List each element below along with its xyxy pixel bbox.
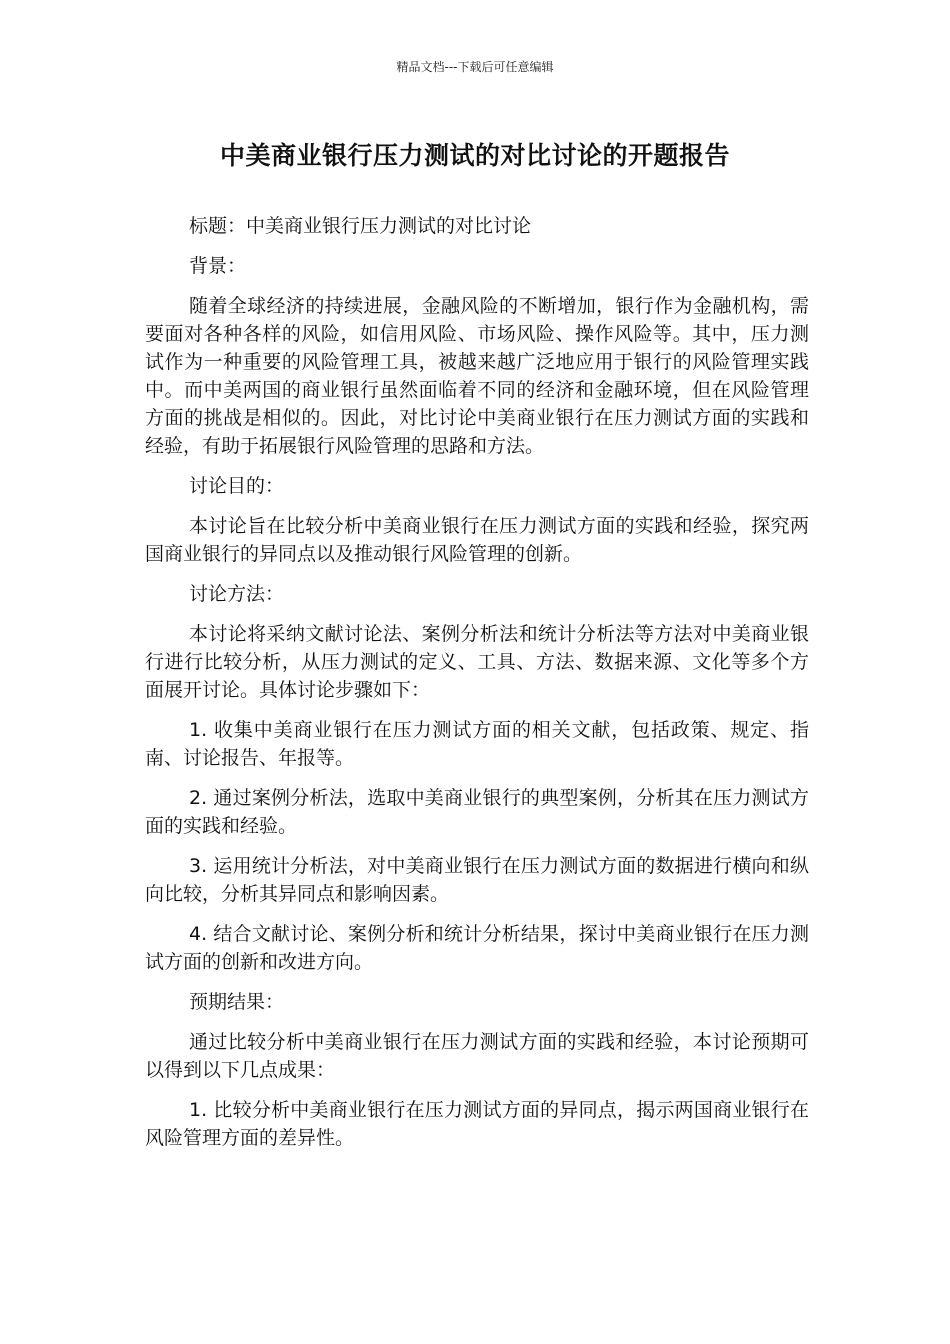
list-item-method-4: 4. 结合文献讨论、案例分析和统计分析结果，探讨中美商业银行在压力测试方面的创新和改进方向。: [145, 923, 809, 973]
heading-method: 讨论方法：: [189, 583, 285, 605]
document-title: 中美商业银行压力测试的对比讨论的开题报告: [219, 141, 730, 170]
list-item-method-1: 1. 收集中美商业银行在压力测试方面的相关文献，包括政策、规定、指南、讨论报告、年报等。: [145, 719, 809, 769]
heading-expected-results: 预期结果：: [189, 991, 285, 1013]
list-item-method-3: 3. 运用统计分析法，对中美商业银行在压力测试方面的数据进行横向和纵向比较，分析其异同点和影响因素。: [145, 855, 809, 905]
header-note: 精品文档---下载后可任意编辑: [396, 60, 554, 74]
list-item-result-1: 1. 比较分析中美商业银行在压力测试方面的异同点，揭示两国商业银行在风险管理方面的差异性。: [145, 1099, 809, 1149]
heading-background: 背景：: [189, 255, 247, 277]
paragraph-expected-results: 通过比较分析中美商业银行在压力测试方面的实践和经验，本讨论预期可以得到以下几点成果：: [145, 1031, 809, 1081]
heading-purpose: 讨论目的：: [189, 475, 285, 497]
paragraph-subject: 标题：中美商业银行压力测试的对比讨论: [189, 215, 532, 237]
paragraph-purpose: 本讨论旨在比较分析中美商业银行在压力测试方面的实践和经验，探究两国商业银行的异同点以及推动银行风险管理的创新。: [145, 515, 809, 565]
paragraph-background: 随着全球经济的持续进展，金融风险的不断增加，银行作为金融机构，需要面对各种各样的风险，如信用风险、市场风险、操作风险等。其中，压力测试作为一种重要的风险管理工具，被越来越广泛地应用于银行的风险管理实践中。而中美两国的商业银行虽然面临着不同的经济和金融环境，但在风险管理方面的挑战是相似的。因此，对比讨论中美商业银行在压力测试方面的实践和经验，有助于拓展银行风险管理的思路和方法。: [145, 295, 809, 457]
list-item-method-2: 2. 通过案例分析法，选取中美商业银行的典型案例，分析其在压力测试方面的实践和经验。: [145, 787, 809, 837]
document-body: [145, 212, 809, 1164]
paragraph-method: 本讨论将采纳文献讨论法、案例分析法和统计分析法等方法对中美商业银行进行比较分析，从压力测试的定义、工具、方法、数据来源、文化等多个方面展开讨论。具体讨论步骤如下：: [145, 623, 809, 701]
